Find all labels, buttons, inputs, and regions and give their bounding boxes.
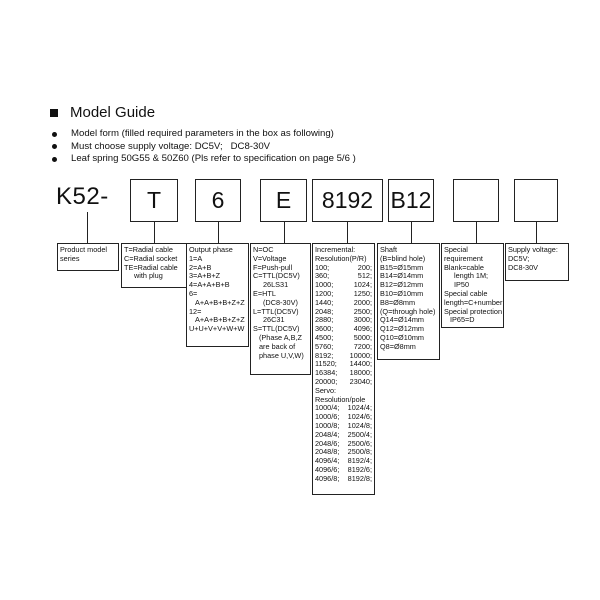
resolution-value: 10000; [349, 350, 372, 360]
desc-line: F=Push-pull [253, 262, 293, 272]
desc-line: T=Radial cable [124, 245, 173, 254]
connector-line [218, 222, 219, 243]
resolution-value: 4096/6; [315, 464, 340, 474]
bullet-text: Model form (filled required parameters in the box as following) [71, 128, 334, 139]
resolution-value: 2880; [315, 315, 334, 325]
product-model-box [57, 243, 119, 271]
resolution-value: 8192/4; [347, 456, 372, 466]
bullet-text: Leaf spring 50G55 & 50Z60 (Pls refer to specification on page 5/6 ) [71, 153, 356, 164]
connector-line [87, 212, 88, 243]
desc-line: Special cable [444, 288, 488, 298]
connector-line [476, 222, 477, 243]
desc-line: B10=Ø10mm [380, 288, 424, 298]
resolution-value: 2048/6; [315, 438, 340, 448]
resolution-value: 8192/6; [347, 464, 372, 474]
desc-line: B14=Ø14mm [380, 271, 424, 281]
desc-line: 6= [189, 288, 198, 298]
bullet-dot-icon [52, 157, 57, 162]
desc-line: Q12=Ø12mm [380, 324, 425, 334]
resolution-value: 1440; [315, 297, 334, 307]
desc-line: C=TTL(DC5V) [253, 271, 300, 281]
bullet-item [52, 141, 356, 154]
desc-line: DC5V; [508, 253, 530, 263]
desc-line: U+U+V+V+W+W [189, 324, 245, 334]
desc-line: Supply voltage: [508, 245, 558, 254]
desc-line: Shaft [380, 245, 398, 254]
resolution-value: 2048/8; [315, 447, 340, 457]
resolution-value: 2500/8; [347, 447, 372, 457]
model-guide-heading [50, 104, 155, 121]
bullet-text: Must choose supply voltage: DC5V; DC8-30V [71, 140, 271, 152]
connector-line [536, 222, 537, 243]
resolution-value: 1250; [353, 288, 372, 298]
resolution-value: 200; [357, 262, 372, 272]
resolution-value: 1000/8; [315, 420, 340, 430]
resolution-value: 100; [315, 262, 330, 272]
resolution-value: 2048/4; [315, 429, 340, 439]
resolution-value: 8192; [315, 350, 334, 360]
desc-line: B12=Ø12mm [380, 280, 424, 290]
desc-line: E=HTL [253, 288, 276, 298]
resolution-value: 1000/6; [315, 412, 340, 422]
desc-line: 26LS31 [263, 280, 289, 290]
resolution-value: 1024/6; [347, 412, 372, 422]
desc-line: Special protection [444, 306, 503, 316]
resolution-value: 1024; [353, 280, 372, 290]
code-box-shaft: B12 [388, 179, 434, 222]
desc-line: C=Radial socket [124, 253, 178, 263]
resolution-value: 2500; [353, 306, 372, 316]
desc-line: length 1M; [454, 271, 489, 281]
guide-bullets [52, 128, 356, 166]
desc-line: Q10=Ø10mm [380, 332, 425, 342]
desc-line: 2=A+B [189, 262, 212, 272]
cable-box [121, 243, 187, 288]
shaft-box [377, 243, 440, 360]
resolution-value: 4096/4; [315, 456, 340, 466]
resolution-value: 3000; [353, 315, 372, 325]
resolution-value: 3600; [315, 324, 334, 334]
resolution-row [315, 475, 372, 484]
resolution-value: 18000; [349, 368, 372, 378]
incremental-list [315, 264, 372, 387]
desc-line: Output phase [189, 245, 233, 254]
connector-line [347, 222, 348, 243]
desc-line: (Q=through hole) [380, 306, 436, 316]
desc-line: N=OC [253, 245, 274, 254]
servo-list [315, 404, 372, 483]
resolution-value: 2500/4; [347, 429, 372, 439]
desc-line: Special [444, 245, 468, 254]
resolution-value: 5760; [315, 341, 334, 351]
desc-line: 26C31 [263, 315, 285, 325]
resolution-value: 2500/6; [347, 438, 372, 448]
servo-header: Resolution/pole [315, 394, 366, 404]
resolution-value: 16384; [315, 368, 338, 378]
bullet-dot-icon [52, 144, 57, 149]
connector-line [284, 222, 285, 243]
desc-line: B8=Ø8mm [380, 297, 416, 307]
resolution-value: 5000; [353, 332, 372, 342]
resolution-value: 23040; [349, 376, 372, 386]
desc-line: DC8-30V [508, 262, 539, 272]
desc-line: length=C+number [444, 297, 503, 307]
desc-line: IP50 [454, 280, 470, 290]
desc-line: A+A+B+B+Z+Z [195, 315, 245, 325]
connector-line [154, 222, 155, 243]
resolution-value: 2000; [353, 297, 372, 307]
model-guide-title: Model Guide [70, 104, 156, 121]
model-prefix: K52- [56, 183, 109, 210]
servo-header: Servo: [315, 385, 337, 395]
desc-line: A+A+B+B+Z+Z [195, 297, 245, 307]
resolution-value: 11520; [315, 359, 337, 369]
phase-box [186, 243, 249, 347]
supply-box [505, 243, 569, 281]
resolution-value: 512; [357, 271, 372, 281]
desc-line: with plug [134, 271, 163, 281]
desc-line: are back of [259, 341, 296, 351]
connector-line [411, 222, 412, 243]
desc-line: TE=Radial cable [124, 262, 178, 272]
desc-line: series [60, 253, 80, 263]
desc-line: requirement [444, 253, 483, 263]
resolution-value: 4500; [315, 332, 334, 342]
resolution-value: 7200; [353, 341, 372, 351]
output-box [250, 243, 311, 375]
code-box-phase: 6 [195, 179, 241, 222]
bullet-item [52, 153, 356, 166]
resolution-value: 1000/4; [315, 403, 340, 413]
bullet-item [52, 128, 356, 141]
desc-line: V=Voltage [253, 253, 287, 263]
resolution-value: 4096/8; [315, 473, 340, 483]
desc-line: IP65=D [450, 315, 475, 325]
desc-line: (B=blind hole) [380, 253, 426, 263]
resolution-value: 1024/4; [347, 403, 372, 413]
resolution-value: 360; [315, 271, 330, 281]
resolution-value: 14400; [349, 359, 372, 369]
desc-line: (DC8-30V) [263, 297, 298, 307]
desc-line: (Phase A,B,Z [259, 332, 302, 342]
desc-line: Blank=cable [444, 262, 484, 272]
resolution-value: 1000; [315, 280, 334, 290]
desc-line: L=TTL(DC5V) [253, 306, 299, 316]
resolution-value: 8192/8; [347, 473, 372, 483]
code-box-supply [514, 179, 558, 222]
resolution-header: Resolution(P/R) [315, 253, 367, 263]
code-box-cable: T [130, 179, 178, 222]
code-box-special [453, 179, 499, 222]
resolution-box [312, 243, 375, 495]
desc-line: 4=A+A+B+B [189, 280, 230, 290]
resolution-value: 4096; [353, 324, 372, 334]
square-bullet-icon [50, 109, 58, 117]
resolution-header: Incremental: [315, 245, 356, 254]
desc-line: Q8=Ø8mm [380, 341, 416, 351]
resolution-value: 2048; [315, 306, 334, 316]
desc-line: B15=Ø15mm [380, 262, 424, 272]
bullet-dot-icon [52, 132, 57, 137]
desc-line: 12= [189, 306, 202, 316]
desc-line: 1=A [189, 253, 203, 263]
desc-line: Q14=Ø14mm [380, 315, 425, 325]
resolution-value: 20000; [315, 376, 338, 386]
desc-line: phase U,V,W) [259, 350, 304, 360]
desc-line: 3=A+B+Z [189, 271, 221, 281]
code-box-output: E [260, 179, 307, 222]
code-box-resolution: 8192 [312, 179, 383, 222]
desc-line: S=TTL(DC5V) [253, 324, 300, 334]
desc-line: Product model [60, 245, 108, 254]
resolution-value: 1200; [315, 288, 334, 298]
special-box [441, 243, 504, 328]
resolution-value: 1024/8; [347, 420, 372, 430]
